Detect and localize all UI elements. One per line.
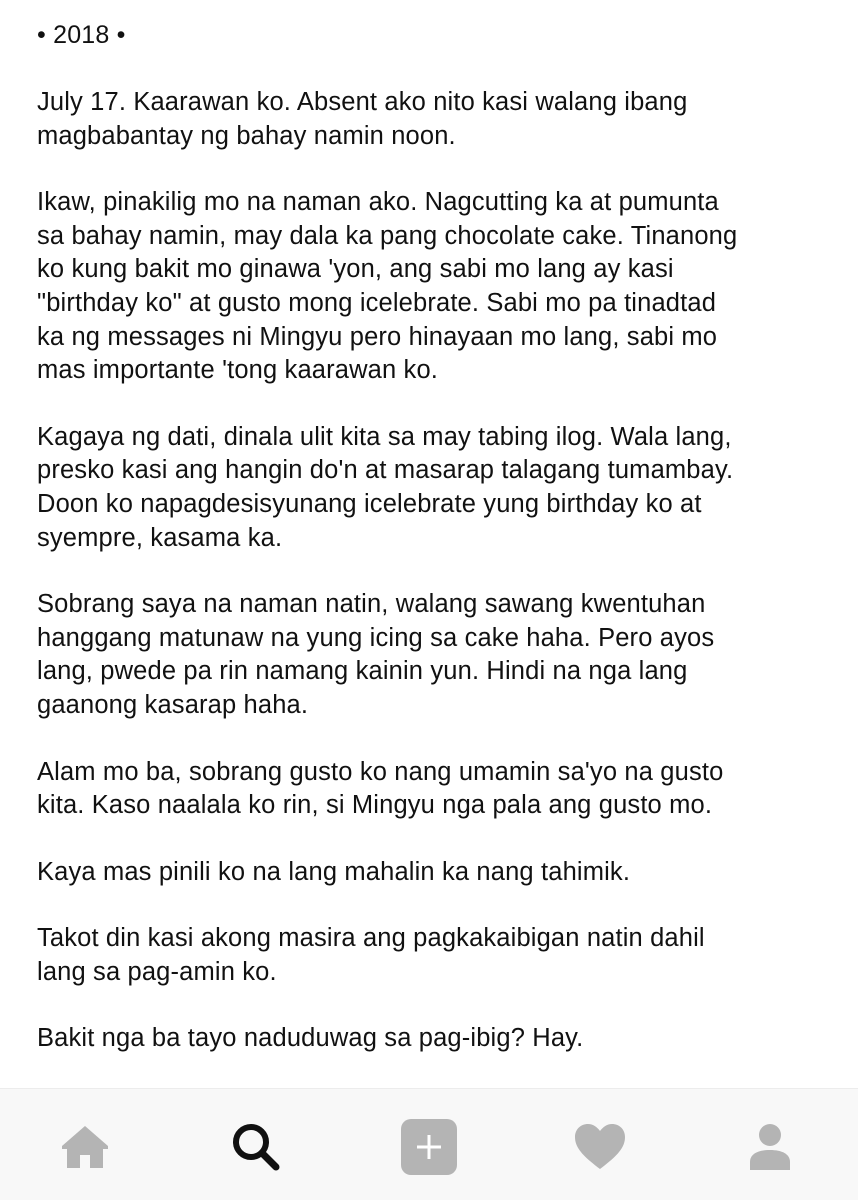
text-line: hanggang matunaw na yung icing sa cake haha. Pero ayos xyxy=(37,623,715,652)
profile-icon xyxy=(746,1122,794,1172)
nav-search-button[interactable] xyxy=(226,1117,286,1177)
nav-activity-button[interactable] xyxy=(570,1117,630,1177)
text-line: presko kasi ang hangin do'n at masarap talagang tumambay. xyxy=(37,456,734,485)
bottom-navigation-bar xyxy=(0,1088,858,1200)
text-line: ko kung bakit mo ginawa 'yon, ang sabi mo lang ay kasi xyxy=(37,255,674,284)
text-line: "birthday ko" at gusto mong icelebrate. Sabi mo pa tinadtad xyxy=(37,288,717,317)
text-line: Ikaw, pinakilig mo na naman ako. Nagcutting ka at pumunta xyxy=(37,188,719,217)
paragraph xyxy=(37,756,837,823)
paragraph xyxy=(37,922,837,989)
text-line: Kagaya ng dati, dinala ulit kita sa may tabing ilog. Wala lang, xyxy=(37,422,732,451)
text-line: lang sa pag-amin ko. xyxy=(37,957,277,986)
paragraph xyxy=(37,1022,837,1056)
text-line: lang, pwede pa rin namang kainin yun. Hindi na nga lang xyxy=(37,657,688,686)
text-line: Doon ko napagdesisyunang icelebrate yung birthday ko at xyxy=(37,489,702,518)
paragraph xyxy=(37,856,837,890)
text-line: sa bahay namin, may dala ka pang chocolate cake. Tinanong xyxy=(37,221,738,250)
text-line: Alam mo ba, sobrang gusto ko nang umamin sa'yo na gusto xyxy=(37,757,724,786)
heart-icon xyxy=(573,1123,627,1171)
nav-profile-button[interactable] xyxy=(740,1117,800,1177)
year-label: • 2018 • xyxy=(37,21,126,49)
paragraph xyxy=(37,186,837,388)
text-line: ka ng messages ni Mingyu pero hinayaan mo lang, sabi mo xyxy=(37,322,718,351)
text-line: kita. Kaso naalala ko rin, si Mingyu nga pala ang gusto mo. xyxy=(37,791,713,820)
text-line: Takot din kasi akong masira ang pagkakaibigan natin dahil xyxy=(37,924,705,953)
text-line: July 17. Kaarawan ko. Absent ako nito kasi walang ibang xyxy=(37,88,688,116)
text-line: magbabantay ng bahay namin noon. xyxy=(37,121,456,150)
search-icon xyxy=(230,1121,282,1173)
paragraph xyxy=(37,421,837,555)
text-line: mas importante 'tong kaarawan ko. xyxy=(37,356,439,385)
nav-home-button[interactable] xyxy=(55,1117,115,1177)
text-line: Sobrang saya na naman natin, walang sawang kwentuhan xyxy=(37,590,706,619)
paragraph xyxy=(37,86,837,153)
paragraph xyxy=(37,588,837,722)
post-content xyxy=(37,18,837,1089)
text-line: Kaya mas pinili ko na lang mahalin ka nang tahimik. xyxy=(37,857,631,886)
add-icon xyxy=(400,1118,458,1176)
text-line: syempre, kasama ka. xyxy=(37,523,283,552)
home-icon xyxy=(59,1123,111,1171)
nav-add-post-button[interactable] xyxy=(399,1117,459,1177)
text-line: Bakit nga ba tayo naduduwag sa pag-ibig? Hay. xyxy=(37,1024,584,1053)
text-line: gaanong kasarap haha. xyxy=(37,690,309,719)
